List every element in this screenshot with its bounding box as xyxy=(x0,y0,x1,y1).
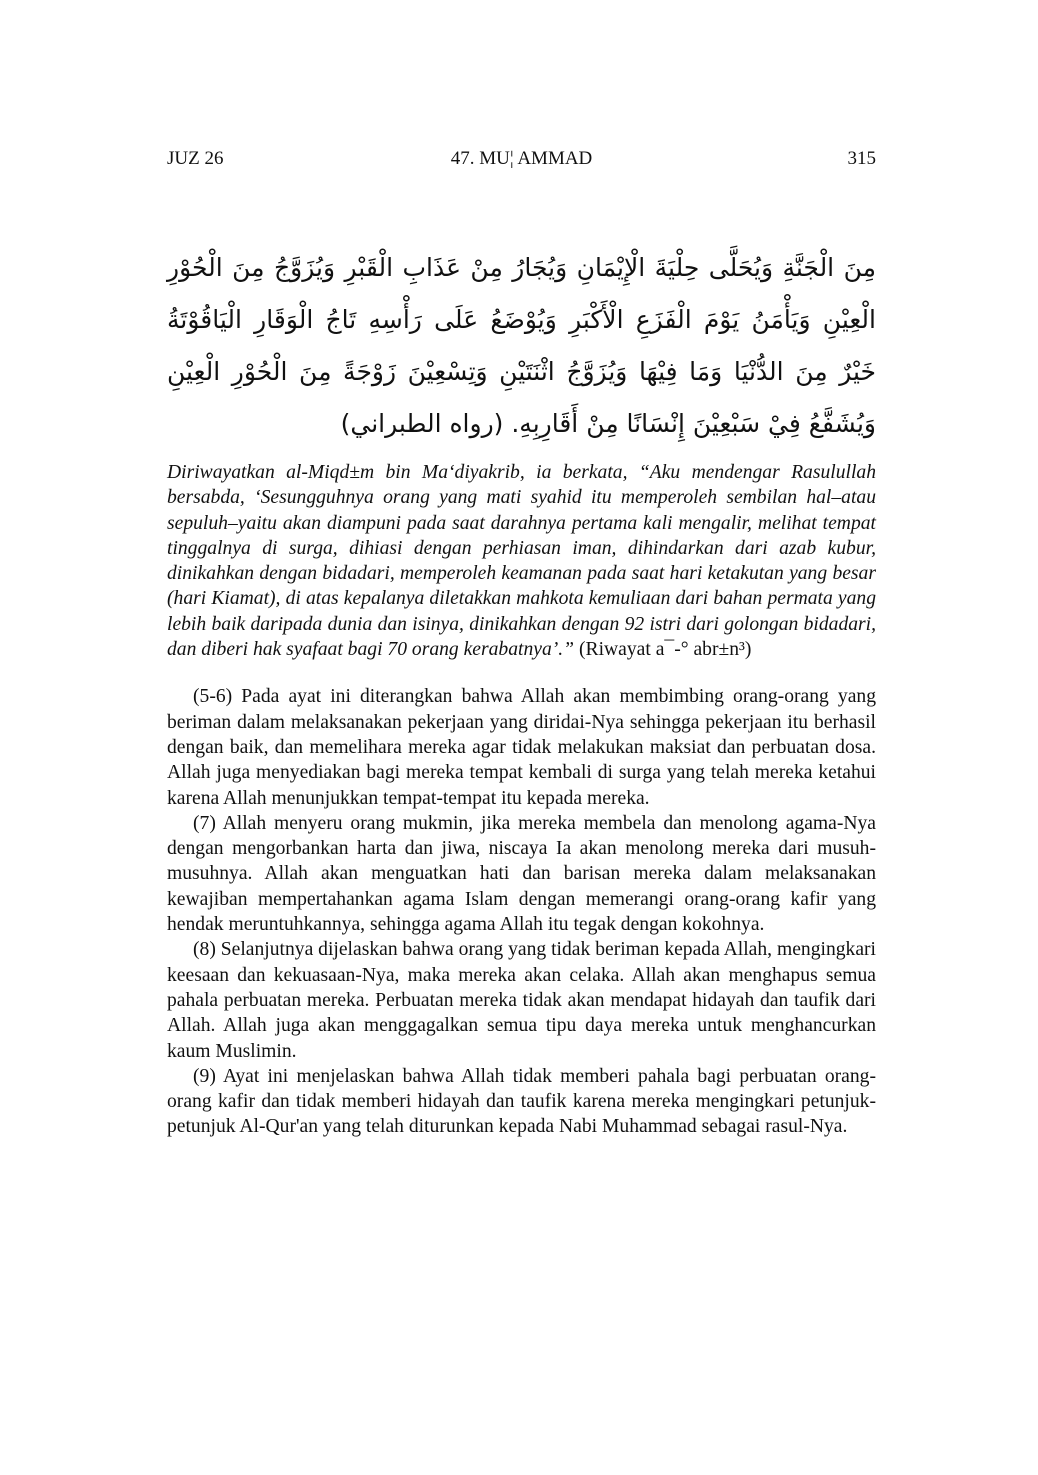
surah-title: 47. MU¦ AMMAD xyxy=(450,148,593,169)
juz-label: JUZ 26 xyxy=(167,148,224,169)
page-number: 315 xyxy=(847,148,876,169)
arabic-hadith-text: مِنَ الْجَنَّةِ وَيُحَلَّى حِلْيَةَ الْإِيْمَانِ وَيُجَارُ مِنْ عَذَابِ الْقَبْرِ وَيُزَوَّجُ مِنَ الْحُوْرِ الْعِيْنِ وَيَأْمَنُ يَوْمَ الْفَزَعِ الْأَكْبَرِ وَيُوْضَعُ عَلَى رَأْسِهِ تَاجُ الْوَقَارِ الْيَاقُوْتَةُ خَيْرٌ مِنَ الدُّنْيَا وَمَا فِيْهَا وَيُزَوَّجُ اثْنَتَيْنِ وَتِسْعِيْنَ زَوْجَةً مِنَ الْحُوْرِ الْعِيْنِ وَيُشَفَّعُ فِيْ سَبْعِيْنَ إِنْسَانًا مِنْ أَقَارِبِهِ. (رواه الطبراني) xyxy=(167,253,876,438)
page xyxy=(167,144,876,1140)
commentary-paragraph-5-6: (5-6) Pada ayat ini diterangkan bahwa Allah akan membimbing orang-orang yang beriman dalam melaksanakan pekerjaan yang diridai-Nya sehingga pekerjaan itu berhasil dengan baik, dan memelihara mereka agar tidak melakukan maksiat dan perbuatan dosa. Allah juga menyediakan bagi mereka tempat kembali di surga yang telah mereka ketahui karena Allah menunjukkan tempat-tempat itu kepada mereka. xyxy=(167,686,876,809)
translation-italic-text: Diriwayatkan al-Miqd±m bin Ma‘diyakrib, ia berkata, “Aku mendengar Rasulullah bersabda, ‘Sesungguhnya orang yang mati syahid itu memperoleh sembilan hal–atau sepuluh–yaitu akan diampuni pada saat darahnya pertama kali mengalir, melihat tempat tinggalnya di surga, dihiasi dengan perhiasan iman, dihindarkan dari azab kubur, dinikahkan dengan bidadari, memperoleh keamanan pada saat hari ketakutan yang besar (hari Kiamat), di atas kepalanya diletakkan mahkota kemuliaan dari bahan permata yang lebih baik daripada dunia dan isinya, dinikahkan dengan 92 istri dari golongan bidadari, dan diberi hak syafaat bagi 70 orang kerabatnya’.” xyxy=(167,462,876,661)
commentary-paragraph-7: (7) Allah menyeru orang mukmin, jika mereka membela dan menolong agama-Nya dengan mengorbankan harta dan jiwa, niscaya Ia akan menolong mereka dari musuh-musuhnya. Allah akan menguatkan hati dan barisan mereka dalam melaksanakan kewajiban mempertahankan agama Islam dengan memerangi orang-orang kafir yang hendak meruntuhkannya, sehingga agama Allah itu tegak dengan kokohnya. xyxy=(167,812,876,936)
hadith-source: (Riwayat a¯-° abr±n³) xyxy=(574,639,752,661)
hadith-translation xyxy=(167,460,876,662)
commentary-paragraph-8: (8) Selanjutnya dijelaskan bahwa orang yang tidak beriman kepada Allah, mengingkari keesaan dan kekuasaan-Nya, maka mereka akan celaka. Allah akan menghapus semua pahala perbuatan mereka. Perbuatan mereka tidak akan mendapat hidayah dan taufik dari Allah. Allah juga akan menggagalkan semua tipu daya mereka untuk menghancurkan kaum Muslimin. xyxy=(167,939,876,1062)
commentary-paragraph-9: (9) Ayat ini menjelaskan bahwa Allah tidak memberi pahala bagi perbuatan orang-orang kafir dan tidak memberi hidayah dan taufik karena mereka mengingkari petunjuk-petunjuk Al-Qur'an yang telah diturunkan kepada Nabi Muhammad sebagai rasul-Nya. xyxy=(167,1065,876,1138)
running-header xyxy=(167,144,876,174)
commentary xyxy=(167,684,876,1139)
